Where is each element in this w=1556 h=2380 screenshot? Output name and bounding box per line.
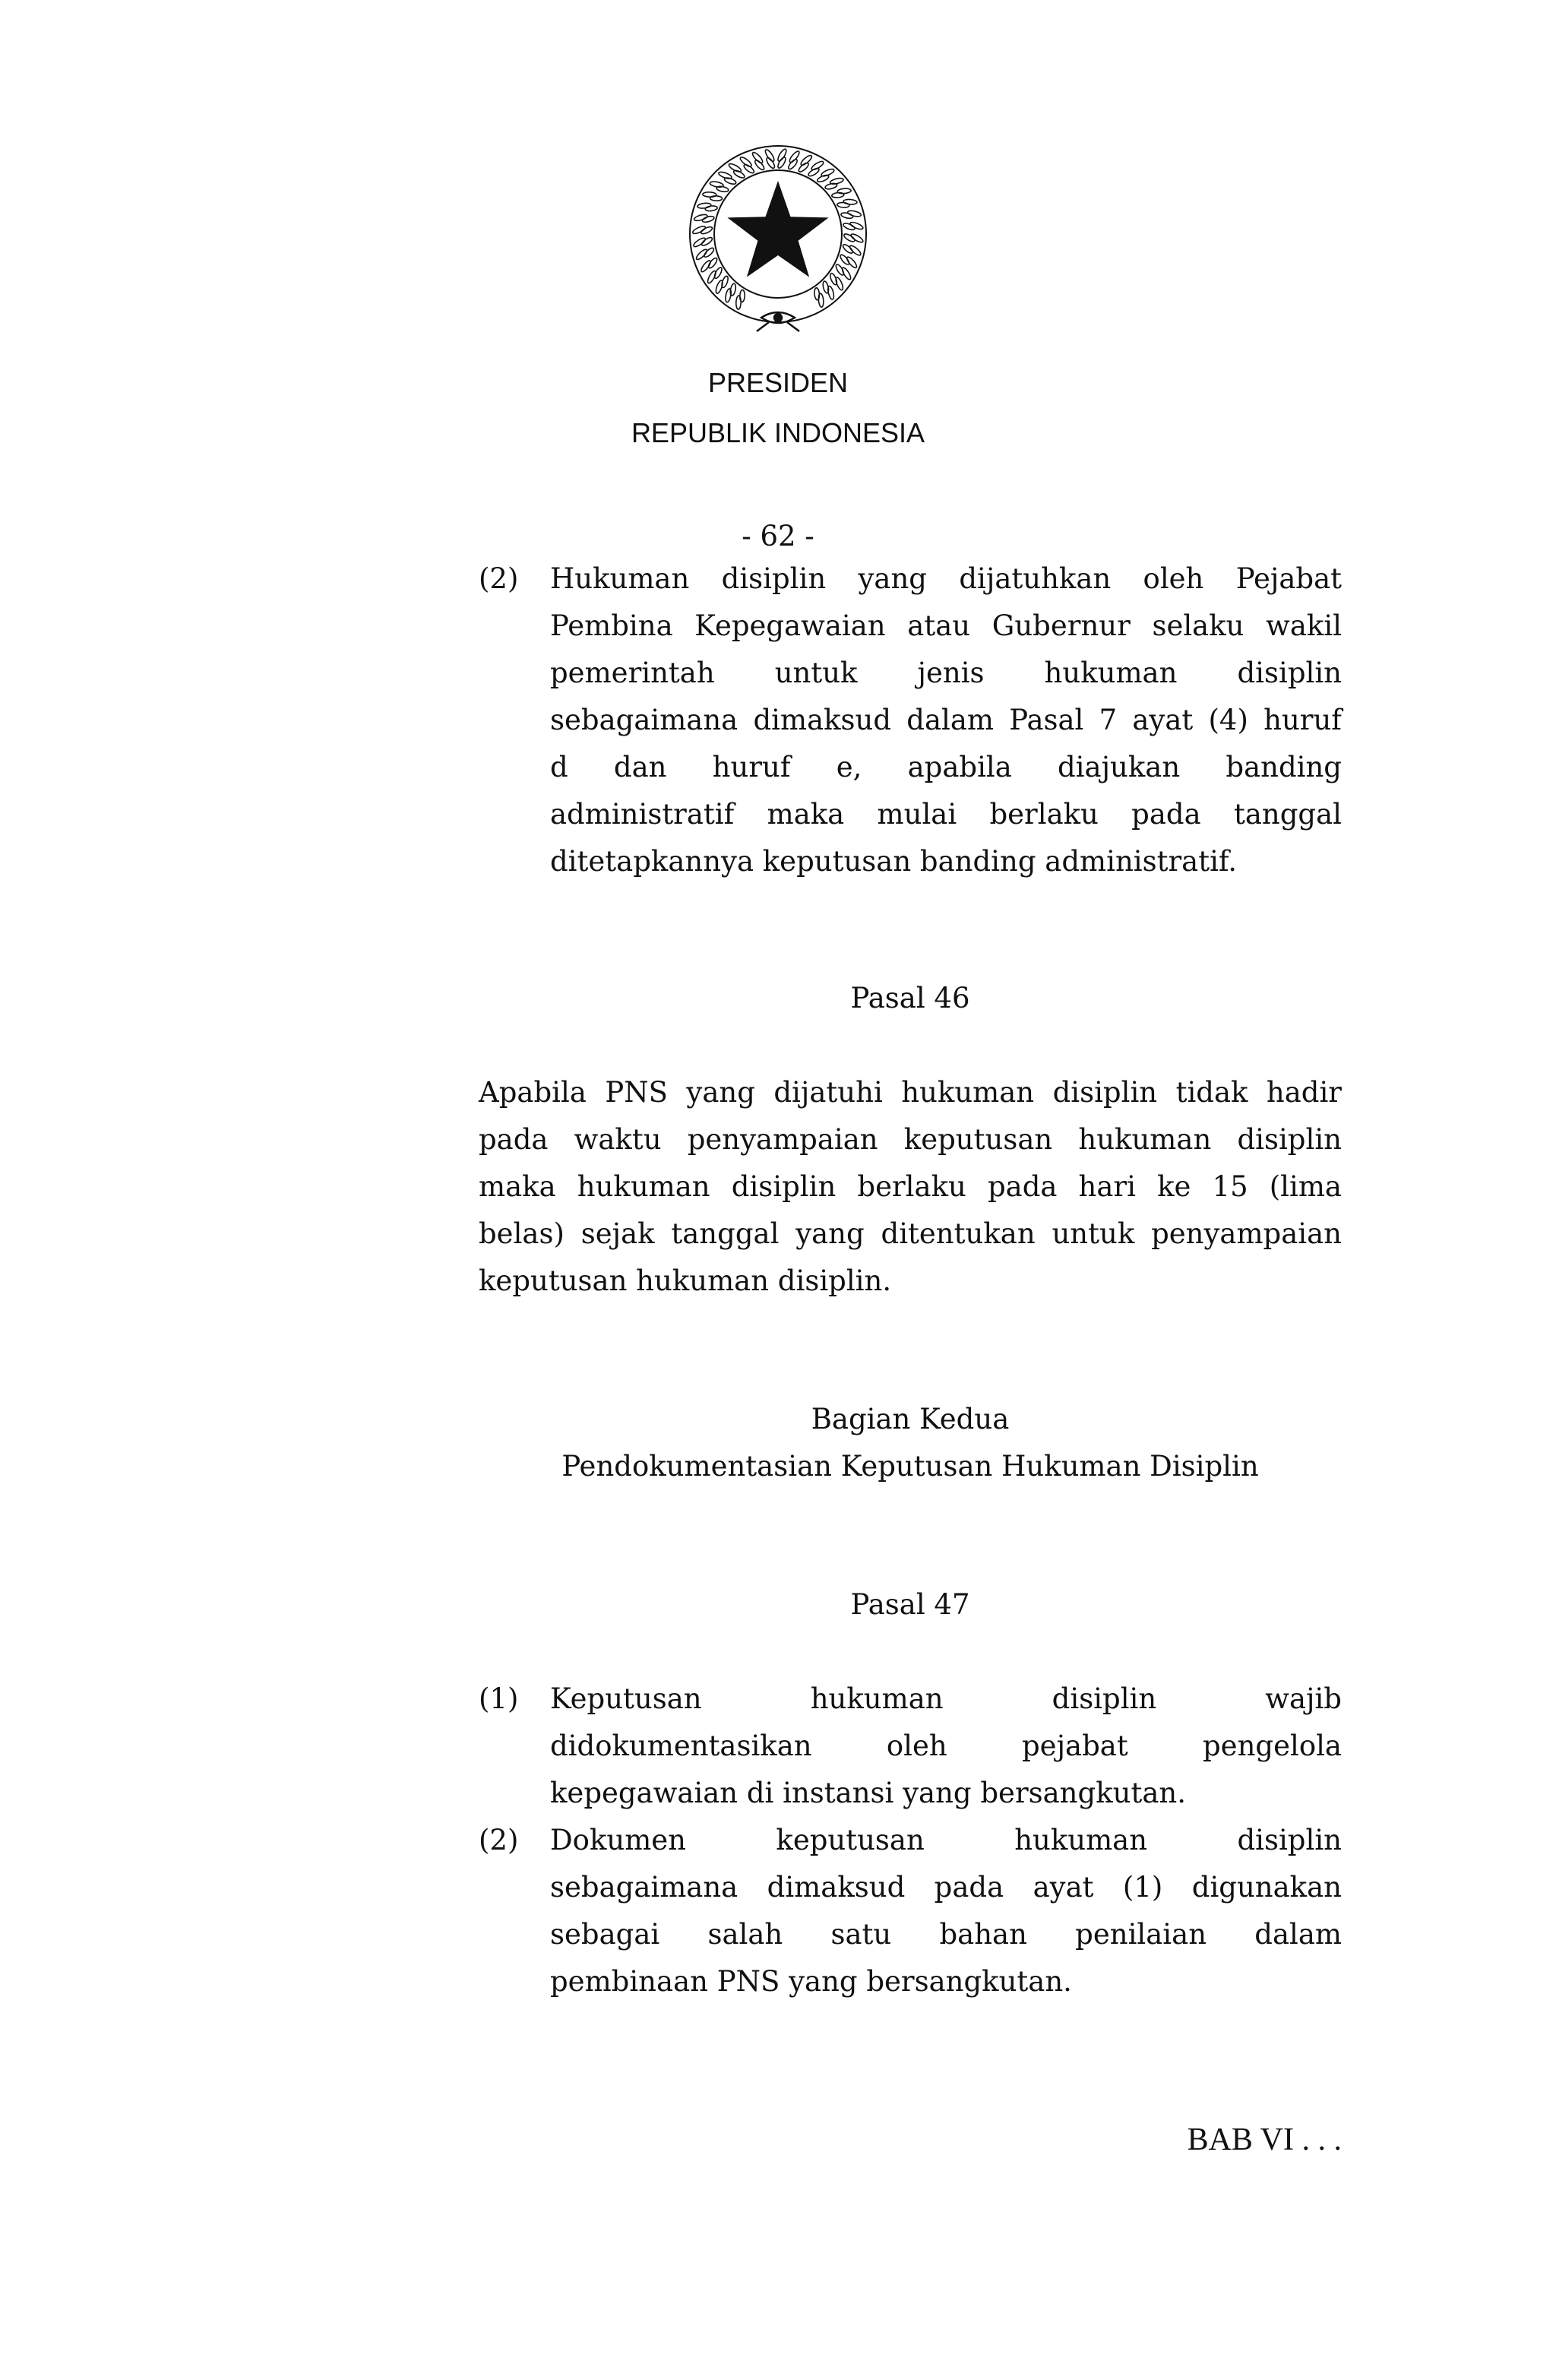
wreath-leaf: [808, 167, 821, 178]
wreath-leaf: [849, 244, 862, 256]
wreath-leaf: [788, 150, 800, 163]
next-page-reference: BAB VI . . .: [1187, 2122, 1342, 2157]
text-line: pada waktu penyampaian keputusan hukuman disiplin: [479, 1123, 1342, 1156]
ribbon-knot: [774, 314, 782, 321]
pasal-46-title: Pasal 46: [850, 982, 970, 1014]
presidential-seal-emblem: [679, 137, 877, 334]
wreath-leaf: [710, 196, 722, 201]
header-republik-indonesia: REPUBLIK INDONESIA: [631, 417, 925, 448]
text-line: sebagai salah satu bahan penilaian dalam: [550, 1918, 1342, 1951]
section-subtitle: Pendokumentasian Keputusan Hukuman Disiplin: [561, 1450, 1259, 1483]
pasal-47-title: Pasal 47: [850, 1588, 970, 1621]
wreath-leaf: [695, 248, 709, 261]
wreath-leaf: [703, 247, 715, 259]
item-number: (1): [479, 1682, 519, 1715]
wreath-leaf: [843, 199, 857, 205]
wreath-leaf: [723, 176, 736, 185]
pasal-47-item-2-text: [550, 1817, 1342, 2005]
wreath-leaf: [702, 215, 715, 223]
wreath-leaf: [720, 275, 729, 288]
wreath-leaf: [754, 159, 766, 171]
wreath-leaf: [700, 259, 712, 273]
wreath-leaf: [707, 257, 719, 270]
text-line: kepegawaian di instansi yang bersangkutan.: [550, 1777, 1186, 1809]
text-line: Dokumen keputusan hukuman disiplin: [550, 1824, 1342, 1856]
text-line: Hukuman disiplin yang dijatuhkan oleh Pejabat: [550, 562, 1342, 595]
wreath-leaf: [822, 280, 830, 293]
wreath-leaf: [743, 163, 756, 175]
wreath-leaf: [832, 192, 844, 198]
wreath-leaf: [716, 185, 729, 192]
header-presiden: PRESIDEN: [707, 367, 849, 398]
wreath-leaf: [751, 151, 764, 165]
wreath-leaf: [837, 202, 849, 208]
text-line: Keputusan hukuman disiplin wajib: [550, 1682, 1342, 1715]
text-line: sebagaimana dimaksud dalam Pasal 7 ayat (4) huruf: [550, 704, 1342, 736]
wreath-leaf: [705, 205, 718, 211]
page-number: - 62 -: [742, 520, 814, 552]
wreath-leaf: [692, 236, 707, 248]
text-line: pembinaan PNS yang bersangkutan.: [550, 1965, 1072, 1998]
wreath-leaf: [740, 290, 745, 302]
wreath-leaf: [850, 233, 865, 244]
text-line: ditetapkannya keputusan banding administratif.: [550, 845, 1238, 878]
wreath-leaf: [824, 182, 837, 190]
wreath-leaf: [799, 154, 813, 167]
wreath-leaf: [817, 174, 830, 183]
text-line: keputusan hukuman disiplin.: [479, 1264, 892, 1297]
wreath-leaf: [739, 156, 753, 168]
wreath-leaf: [839, 254, 850, 266]
wreath-leaf: [764, 148, 775, 163]
text-line: sebagaimana dimaksud pada ayat (1) digunakan: [550, 1871, 1342, 1904]
text-line: didokumentasikan oleh pejabat pengelola: [550, 1730, 1342, 1762]
wreath-leaf: [729, 283, 736, 296]
text-line: d dan huruf e, apabila diajukan banding: [550, 751, 1342, 783]
wreath-leaf: [843, 222, 855, 231]
text-line: Pembina Kepegawaian atau Gubernur selaku wakil: [550, 609, 1342, 642]
wreath-leaf: [842, 243, 854, 255]
section-title: Bagian Kedua: [811, 1403, 1010, 1435]
wreath-leaf: [840, 212, 853, 220]
text-line: administratif maka mulai berlaku pada tanggal: [550, 798, 1342, 831]
text-line: pemerintah untuk jenis hukuman disiplin: [550, 657, 1342, 689]
wreath-leaf: [713, 267, 723, 280]
pasal-47-item-1-text: [550, 1676, 1342, 1817]
text-line: Apabila PNS yang dijatuhi hukuman disiplin tidak hadir: [479, 1076, 1342, 1109]
text-line: maka hukuman disiplin berlaku pada hari ke 15 (lima: [479, 1170, 1342, 1203]
seal-ribbon: [757, 312, 799, 331]
continued-item-text: [550, 555, 1342, 885]
wreath-leaf: [732, 169, 745, 179]
wreath-leaf: [697, 202, 712, 209]
item-number: (2): [479, 562, 519, 595]
wreath-leaf: [829, 273, 838, 286]
wreath-leaf: [849, 221, 864, 231]
wreath-leaf: [814, 288, 820, 300]
wreath-leaf: [846, 255, 859, 269]
text-line: belas) sejak tanggal yang ditentukan untuk penyampaian: [479, 1217, 1342, 1250]
wreath-leaf: [834, 264, 845, 277]
wreath-leaf: [787, 158, 799, 170]
wreath-leaf: [776, 148, 788, 163]
item-number: (2): [479, 1824, 519, 1856]
star-icon: [727, 181, 828, 277]
wreath-leaf: [798, 162, 810, 173]
pasal-46-text: [479, 1069, 1342, 1305]
